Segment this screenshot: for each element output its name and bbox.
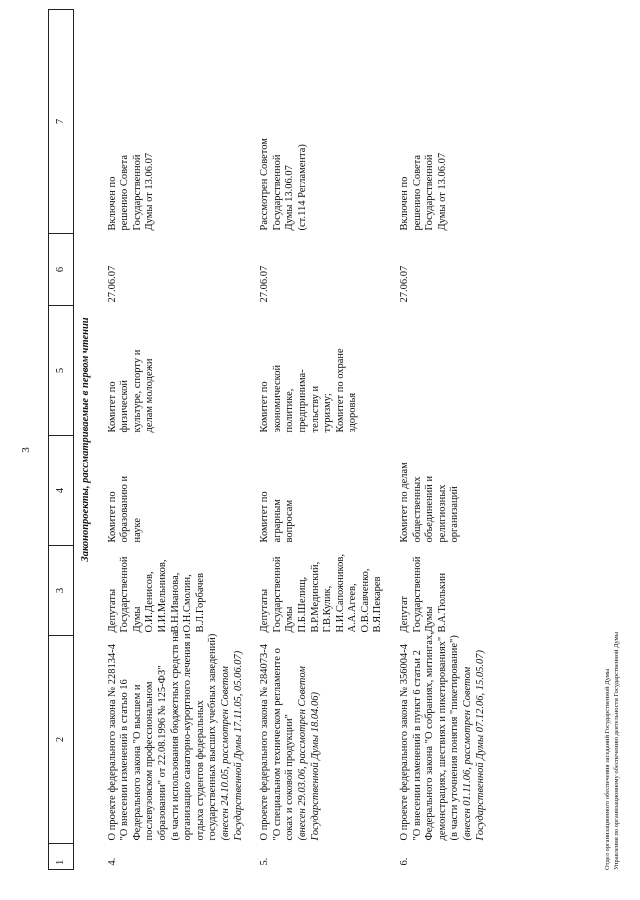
co-committee-line: Комитет по: [106, 381, 118, 433]
page-number: 3: [20, 447, 32, 453]
table-row: [393, 10, 495, 870]
committee-line: Комитет по: [259, 491, 271, 543]
section-title-row: [74, 10, 101, 870]
row-number: 4.: [106, 857, 118, 866]
committee-line: аграрным: [271, 499, 283, 543]
committee-line: науке: [131, 518, 143, 543]
committee-line: вопросам: [284, 499, 296, 543]
column-number: 3: [49, 546, 74, 636]
co-committee-line: туризму;: [322, 393, 334, 433]
committee-line: Комитет по: [106, 491, 118, 543]
author-line: О.Н.Смолин,: [182, 574, 194, 633]
co-committee-line: здоровья: [347, 392, 359, 433]
bill-authors: [253, 546, 393, 636]
responsible-committee: [253, 436, 393, 546]
committee-line: Комитет по делам: [399, 462, 411, 543]
decision-line: Думы от 13.06.07: [436, 152, 448, 231]
column-number: 5: [49, 306, 74, 436]
author-line: О.И.Денисов,: [144, 571, 156, 633]
bill-authors: [101, 546, 254, 636]
decision-line: Думы от 13.06.07: [144, 152, 156, 231]
co-committee-line: делам молодежи: [144, 358, 156, 433]
bill-note-line: Государственной Думы 18.04.06): [309, 692, 321, 841]
bill-title-line: "О внесении изменений в пункт 6 статьи 2: [411, 650, 423, 841]
co-committee-line: физической: [119, 380, 131, 433]
author-line: Государственной: [119, 556, 131, 633]
row-number: 6.: [399, 857, 411, 866]
bill-title-line: О проекте федерального закона № 228134-4: [106, 643, 118, 841]
footer: [604, 632, 622, 870]
bill-title-line: отдыха студентов федеральных: [194, 700, 206, 841]
bill-title: [101, 631, 254, 844]
author-line: В.Л.Горбачев: [194, 572, 206, 633]
bill-title-line: послевузовском профессиональном: [144, 681, 156, 841]
council-decision: [253, 10, 393, 234]
bill-title-line: О проекте федерального закона № 284073-4: [259, 643, 271, 841]
author-line: И.И.Мельников,: [156, 559, 168, 633]
author-line: Думы: [424, 606, 436, 633]
table-row: [253, 10, 393, 870]
column-number: 2: [49, 636, 74, 844]
bill-title-line: "О специальном техническом регламенте о: [271, 648, 283, 841]
committee-line: образованию и: [119, 475, 131, 543]
bill-note-line: (внесен 24.10.05, рассмотрен Советом: [219, 666, 231, 841]
author-line: Думы: [131, 606, 143, 633]
author-line: Депутаты: [259, 588, 271, 633]
decision-line: (ст.114 Регламента): [296, 144, 308, 231]
bill-title-line: О проекте федерального закона № 356004-4: [399, 643, 411, 841]
table-row: [101, 10, 254, 870]
review-date: 27.06.07: [259, 265, 271, 303]
committee-line: общественных: [411, 476, 423, 543]
co-committee-line: предпринима-: [296, 369, 308, 433]
bill-note-line: (внесен 29.03.06, рассмотрен Советом: [296, 666, 308, 841]
co-committee-line: политике,: [284, 388, 296, 433]
footer-line: Управления по организационному обеспечению деятельности Государственной Думы: [612, 631, 620, 870]
column-number: 1: [49, 844, 74, 870]
bill-title-line: организацию санаторно-курортного лечения и: [182, 633, 194, 841]
author-line: В.Р.Мединский,: [309, 561, 321, 633]
bill-title-line: (в части уточнения понятия "пикетирование"): [449, 635, 461, 841]
bill-title-line: демонстрациях, шествиях и пикетированиях": [436, 636, 448, 841]
bill-note-line: Государственной Думы 07.12.06, 15.05.07): [474, 650, 486, 841]
decision-line: решению Совета: [119, 154, 131, 231]
column-number-row: [49, 10, 74, 870]
co-committee: [393, 306, 495, 436]
author-line: В.Я.Пекарев: [372, 576, 384, 633]
author-line: Депутат: [399, 595, 411, 633]
bill-title-line: Федерального закона "О собраниях, митингах,: [424, 632, 436, 841]
responsible-committee: [393, 436, 495, 546]
author-line: Государственной: [411, 556, 423, 633]
committee-line: религиозных: [436, 484, 448, 543]
author-line: А.А.Агеев,: [347, 583, 359, 633]
author-line: Депутаты: [106, 588, 118, 633]
author-line: П.Б.Шелищ,: [296, 576, 308, 633]
bill-title-line: соках и соковой продукции": [284, 714, 296, 841]
bill-note-line: Государственной Думы 17.11.05, 05.06.07): [232, 650, 244, 841]
council-decision: [393, 10, 495, 234]
decision-line: Рассмотрен Советом: [259, 138, 271, 231]
decision-line: Государственной: [131, 154, 143, 231]
decision-line: Государственной: [424, 154, 436, 231]
committee-line: объединений и: [424, 475, 436, 543]
bill-title: [393, 632, 495, 844]
decision-line: Государственной: [271, 154, 283, 231]
bill-title-line: "О внесении изменений в статью 16: [119, 679, 131, 841]
bill-title: [253, 636, 393, 844]
decision-line: Включен по: [106, 176, 118, 231]
decision-line: Включен по: [399, 176, 411, 231]
responsible-committee: [101, 436, 254, 546]
author-line: В.А.Тюлькин: [436, 572, 448, 633]
review-date: 27.06.07: [399, 265, 411, 303]
author-line: Думы: [284, 606, 296, 633]
column-number: 4: [49, 436, 74, 546]
author-line: В.Н.Иванова,: [169, 572, 181, 633]
co-committee-line: тельству и: [309, 385, 321, 433]
bill-authors: [393, 546, 495, 636]
co-committee-line: Комитет по охране: [334, 348, 346, 433]
committee-line: организаций: [449, 486, 461, 543]
decision-line: решению Совета: [411, 154, 423, 231]
bill-note-line: (внесен 01.11.06, рассмотрен Советом: [462, 666, 474, 841]
review-date: 27.06.07: [106, 265, 118, 303]
agenda-table: [48, 9, 495, 870]
author-line: О.В.Савченко,: [359, 568, 371, 633]
footer-line: Отдел организационного обеспечения заседаний Государственной Думы: [604, 668, 611, 870]
co-committee-line: экономической: [271, 364, 283, 433]
co-committee: [253, 306, 393, 436]
author-line: Н.И.Сапожников,: [334, 554, 346, 633]
column-number: 7: [49, 10, 74, 234]
author-line: Г.В.Кулик,: [322, 585, 334, 633]
section-title: Законопроекты, рассматриваемые в первом чтении: [80, 317, 91, 562]
author-line: Государственной: [271, 556, 283, 633]
co-committee-line: Комитет по: [259, 381, 271, 433]
council-decision: [101, 10, 254, 234]
bill-title-line: Федерального закона "О высшем и: [131, 684, 143, 841]
row-number: 5.: [259, 857, 271, 866]
bill-title-line: государственных высших учебных заведений): [207, 633, 219, 841]
co-committee: [101, 306, 254, 436]
bill-title-line: (в части использования бюджетных средств на: [169, 631, 181, 841]
bill-title-line: образовании" от 22.08.1996 № 125-ФЗ": [156, 665, 168, 841]
decision-line: Думы 13.06.07: [284, 165, 296, 231]
column-number: 6: [49, 234, 74, 306]
co-committee-line: культуре, спорту и: [131, 349, 143, 433]
